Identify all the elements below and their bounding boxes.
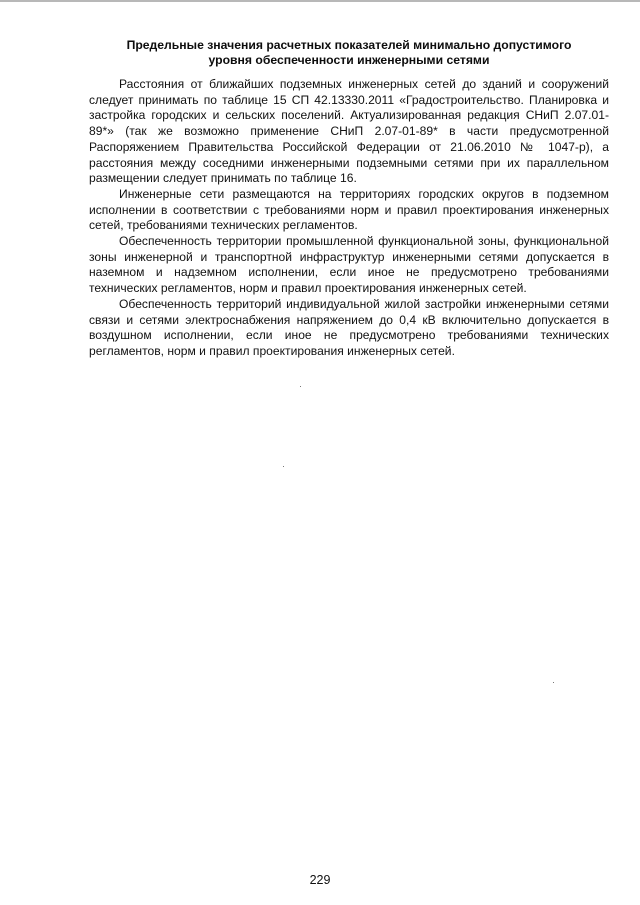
scan-top-edge [0,0,640,2]
scan-speck [283,466,284,467]
scan-speck [553,682,554,683]
document-title [89,38,609,68]
paragraph-industrial-zone: Обеспеченность территории промышленной функциональной зоны, функциональной зоны инженерной и транспортной инфраструктур инженерными сетями допускается в наземном и надземном исполнении, если иное не предусмотрено требованиями технических регламентов, норм и правил проектирования инженерных сетей. [89,234,609,296]
title-line-1: Предельные значения расчетных показателей минимально допустимого [126,38,572,52]
paragraph-individual-housing: Обеспеченность территорий индивидуальной жилой застройки инженерными сетями связи и сетями электроснабжения напряжением до 0,4 кВ включительно допускается в воздушном исполнении, если иное не предусмотрено требованиями технических регламентов, норм и правил проектирования инженерных сетей. [89,296,609,358]
document-body [89,38,609,360]
scan-speck [300,386,301,387]
title-line-2: уровня обеспеченности инженерными сетями [208,53,490,67]
paragraph-setback-distances: Расстояния от ближайших подземных инженерных сетей до зданий и сооружений следует принимать по таблице 15 СП 42.13330.2011 «Градостроительство. Планировка и застройка городских и сельских поселений. Актуализированная редакция СНиП 2.07.01-89*» (так же возможно применение СНиП 2.07-01-89* в части предусмотренной Распоряжением Правительства Российской Федерации от 21.06.2010 № 1047-р), а расстояния между соседними инженерными подземными сетями при их параллельном размещении следует принимать по таблице 16. [89,77,609,186]
page-number: 229 [309,873,331,887]
paragraph-underground-networks: Инженерные сети размещаются на территориях городских округов в подземном исполнении в соответствии с требованиями норм и правил проектирования инженерных сетей, требованиями технических регламентов. [89,186,609,233]
